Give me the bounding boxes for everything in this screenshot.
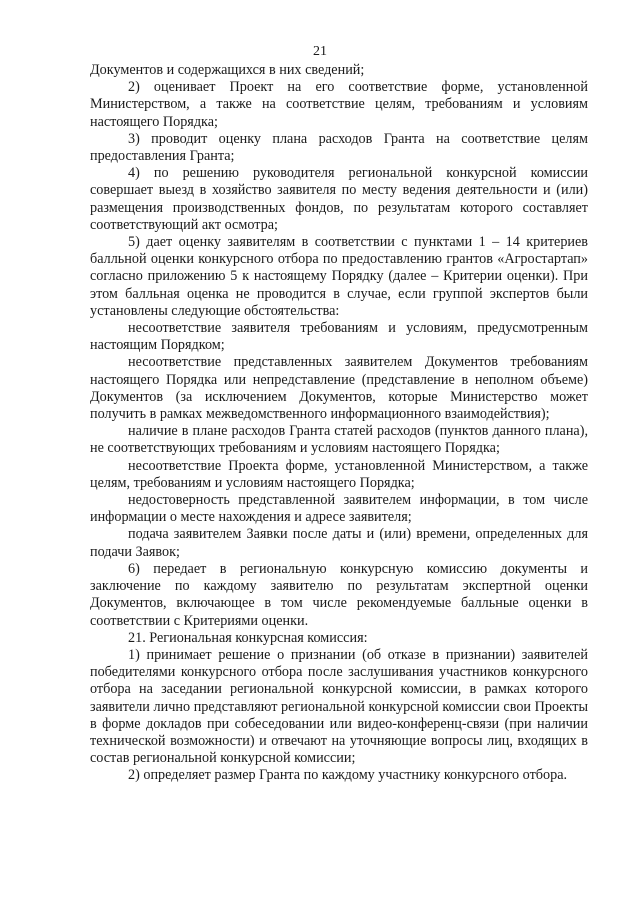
paragraph-item-3: 3) проводит оценку плана расходов Гранта на соответствие целям предоставления Гранта;: [90, 130, 588, 165]
paragraph-continuation: Документов и содержащихся в них сведений;: [90, 62, 365, 78]
paragraph-circumstance-6: подача заявителем Заявки после даты и (или) времени, определенных для подачи Заявок;: [90, 526, 588, 560]
paragraph-item-6: 6) передает в региональную конкурсную комиссию документы и заключение по каждому заявителю по результатам экспертной оценки Документов, включающее в том числе рекомендуемые балльные оценки в соответствии с Критериями оценки.: [90, 560, 588, 629]
paragraph-section-21: 21. Региональная конкурсная комиссия:: [128, 629, 368, 646]
paragraph-circumstance-1: несоответствие заявителя требованиям и условиям, предусмотренным настоящим Порядком;: [90, 320, 588, 354]
paragraph-circumstance-3: наличие в плане расходов Гранта статей расходов (пунктов данного плана), не соответствующих требованиям и условиям настоящего Порядка;: [90, 423, 588, 457]
paragraph-circumstance-4: несоответствие Проекта форме, установленной Министерством, а также целям, требованиям и условиям настоящего Порядка;: [90, 457, 588, 491]
paragraph-section-21-item-1: 1) принимает решение о признании (об отказе в признании) заявителей победителями конкурсного отбора после заслушивания участников конкурсного отбора на заседании региональной конкурсной комиссии, в рамках которого заявители лично представляют региональной конкурсной комиссии свои Проекты в форме докладов при собеседовании или видео-конференц-связи (при наличии технической возможности) и отвечают на уточняющие вопросы лиц, входящих в состав региональной конкурсной комиссии;: [90, 646, 588, 767]
paragraph-item-5: 5) дает оценку заявителям в соответствии с пунктами 1 – 14 критериев балльной оценки конкурсного отбора по предоставлению грантов «Агростартап» согласно приложению 5 к настоящему Порядку (далее – Критерии оценки). При этом балльная оценка не проводится в случае, если группой экспертов были установлены следующие обстоятельства:: [90, 234, 588, 319]
page-number: 21: [313, 44, 327, 59]
paragraph-circumstance-2: несоответствие представленных заявителем Документов требованиям настоящего Порядка или непредставление (представление в неполном объеме) Документов (за исключением Документов, которые Министерство может получить в рамках межведомственного информационного взаимодействия);: [90, 354, 588, 423]
paragraph-section-21-item-2: 2) определяет размер Гранта по каждому участнику конкурсного отбора.: [128, 767, 568, 784]
document-body: [90, 62, 588, 785]
paragraph-circumstance-5: недостоверность представленной заявителем информации, в том числе информации о месте нахождения и адресе заявителя;: [90, 492, 588, 526]
paragraph-item-4: 4) по решению руководителя региональной конкурсной комиссии совершает выезд в хозяйство заявителя по месту ведения деятельности и (или) размещения производственных фондов, по результатам которого составляет соответствующий акт осмотра;: [90, 165, 588, 233]
paragraph-item-2: 2) оценивает Проект на его соответствие форме, установленной Министерством, а также на соответствие целям, требованиям и условиям настоящего Порядка;: [90, 79, 588, 130]
